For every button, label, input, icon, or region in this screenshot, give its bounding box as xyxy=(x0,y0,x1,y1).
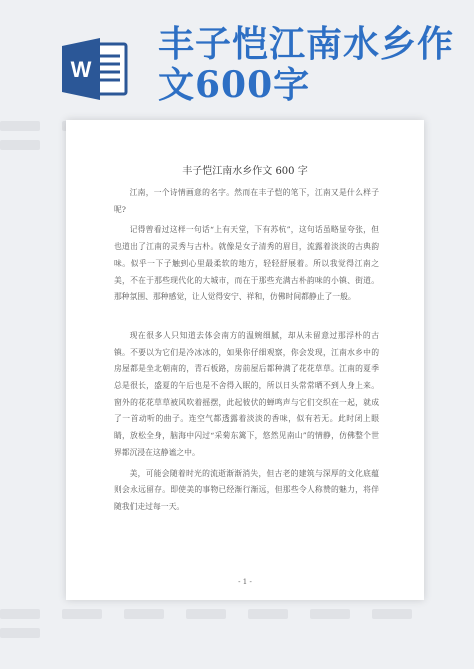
paragraph: 现在很多人只知道去体会南方的温婉细腻，却从未留意过那浮朴的古镇。不要以为它们是冷冰冰的，如果你仔细观察，你会发现，江南水乡中的房屋都是坐北朝南的，青石板路，房前屋后都种满了花花草草。江南的夏季总是很长，盛夏的午后也是不舍得入眠的，所以日头常常晒不到人身上来。窗外的花花草草被风吹着摇摆，此起彼伏的蝉鸣声与它们交织在一起，就成了一首动听的曲子。连空气都透露着淡淡的香味，似有若无。此时闭上眼睛，放松全身，脑海中闪过“采菊东篱下，悠然见南山”的情静，仿佛整个世界都沉浸在这静谧之中。 xyxy=(114,330,379,457)
paragraph: 江南，一个诗情画意的名字。然而在丰子恺的笔下，江南又是什么样子呢? xyxy=(114,188,379,214)
document-title: 丰子恺江南水乡作文 600 字 xyxy=(182,166,308,177)
header xyxy=(0,0,474,120)
word-document-icon xyxy=(62,38,128,100)
page-title-line-2: 文600字 xyxy=(158,64,311,106)
paragraph: 记得曾看过这样一句话“上有天堂，下有苏杭”，这句话虽略显夸张，但也道出了江南的灵秀与古朴。就像是女子清秀的眉目，流露着淡淡的古典韵味。似乎一下子触到心里最柔软的地方，轻轻舒展着。所以我觉得江南之美，不在于那些现代化的大城市，而在于那些充满古朴韵味的小镇、街道。那种氛围、那种感觉，让人觉得安宁、祥和，仿佛时间都静止了一般。 xyxy=(114,225,379,302)
watermark-strip xyxy=(0,604,474,618)
page-title xyxy=(158,24,464,106)
paragraph: 美，可能会随着时光的流逝渐渐消失，但古老的建筑与深厚的文化底蕴则会永远留存。即使美的事物已经渐行渐远，但那些令人称赞的魅力，将伴随我们走过每一天。 xyxy=(114,468,379,511)
page-number: - 1 - xyxy=(238,578,252,586)
document-body xyxy=(114,185,379,520)
document-page xyxy=(66,120,424,600)
word-logo-letter: W xyxy=(70,57,92,82)
page-title-line-1: 丰子恺江南水乡作 xyxy=(158,23,455,65)
